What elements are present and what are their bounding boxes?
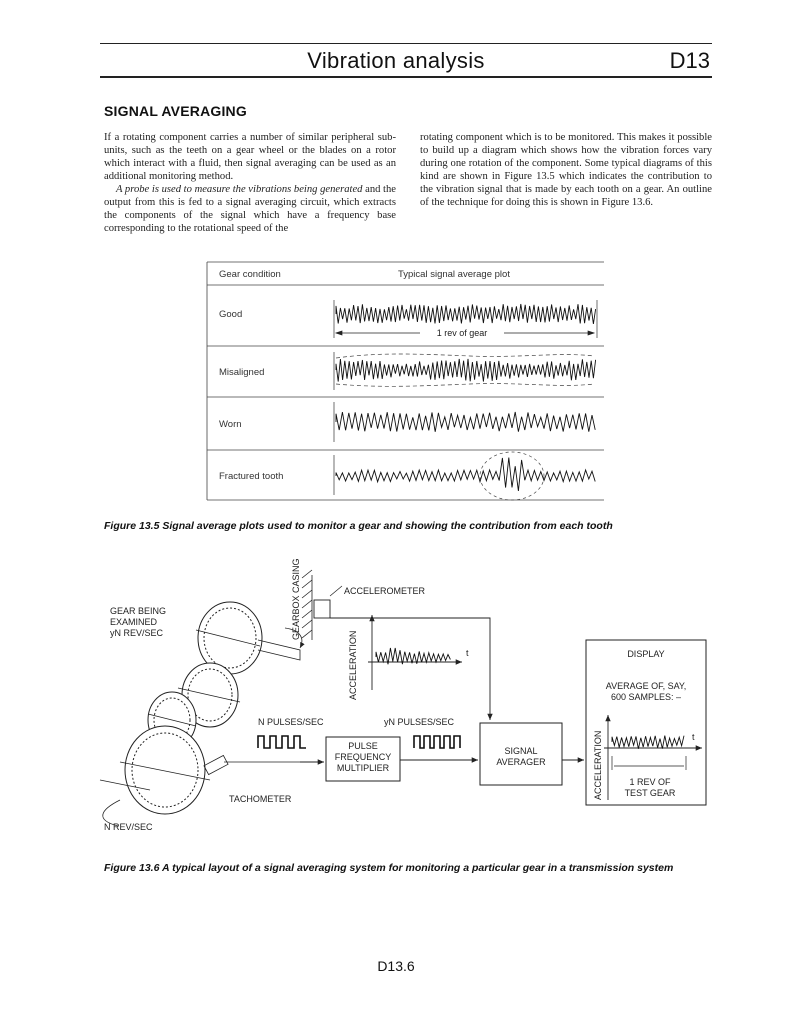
rev-of-label-2: TEST GEAR	[624, 788, 676, 798]
average-label-1: AVERAGE OF, SAY,	[605, 681, 687, 691]
n-rev-label: N REV/SEC	[104, 822, 153, 832]
pfm-label-3: MULTIPLIER	[336, 763, 390, 773]
gear-label-1: GEAR BEING	[110, 606, 167, 616]
row-label-fractured: Fractured tooth	[219, 471, 284, 482]
rev-label: 1 rev of gear	[436, 328, 488, 338]
pulse-train-yn	[414, 736, 460, 748]
n-pulses-label: N PULSES/SEC	[258, 717, 324, 727]
figure-13-5-caption: Figure 13.5 Signal average plots used to monitor a gear and showing the contribution from each tooth	[104, 520, 613, 532]
emphasis-text: A probe is used to measure the vibrations being generated	[116, 184, 363, 195]
pfm-label-1: PULSE	[348, 741, 378, 751]
shaft	[258, 640, 300, 660]
page-title: Vibration analysis	[307, 48, 485, 73]
row-label-misaligned: Misaligned	[219, 367, 265, 378]
display-label: DISPLAY	[627, 649, 665, 659]
row-label-good: Good	[219, 309, 243, 320]
figure-13-6-caption: Figure 13.6 A typical layout of a signal averaging system for monitoring a particular gear in a transmission system	[104, 862, 674, 874]
accel-axis-label: ACCELERATION	[348, 630, 358, 700]
time-label-display: t	[692, 732, 695, 742]
tachometer-label: TACHOMETER	[229, 794, 292, 804]
page-number: D13.6	[377, 958, 415, 974]
time-label: t	[466, 648, 469, 658]
gear-label-3: yN REV/SEC	[110, 628, 164, 638]
paragraph-text: and the output from this is fed to a signal averaging circuit, which extracts the components of the signal which have a frequency base corresponding to the rotational speed of the	[104, 184, 397, 234]
display-axis-label: ACCELERATION	[593, 730, 603, 800]
col-header-condition: Gear condition	[219, 269, 281, 280]
row-label-worn: Worn	[219, 419, 242, 430]
tachometer-probe	[204, 755, 228, 774]
col-header-plot: Typical signal average plot	[398, 269, 510, 280]
yn-pulses-label: yN PULSES/SEC	[384, 717, 455, 727]
paragraph: If a rotating component carries a number of similar peripheral sub-units, such as the teeth on a gear wheel or the blades on a rotor which interact with a fluid, then signal averaging can be used as an additional monitoring method.	[104, 132, 396, 182]
paragraph: rotating component which is to be monitored. This makes it possible to build up a diagram which shows how the vibration forces vary during one rotation of the component. Some typical diagrams of this kind are shown in Figure 13.5 which indicates the contribution to the vibration signal that is made by each tooth on a gear. An outline of the technique for doing this is shown in Figure 13.6.	[420, 132, 712, 208]
section-code: D13	[669, 48, 710, 73]
casing-label: GEARBOX CASING	[291, 558, 301, 640]
section-heading: SIGNAL AVERAGING	[104, 103, 247, 119]
sa-label-1: SIGNAL	[504, 746, 538, 756]
pfm-label-2: FREQUENCY	[334, 752, 392, 762]
rev-of-label-1: 1 REV OF	[629, 777, 671, 787]
accelerometer-sensor	[314, 600, 330, 618]
pulse-train-n	[258, 736, 306, 748]
sa-label-2: AVERAGER	[496, 757, 546, 767]
average-label-2: 600 SAMPLES: –	[610, 692, 682, 702]
accelerometer-label: ACCELEROMETER	[344, 586, 426, 596]
gear-label-2: EXAMINED	[110, 617, 158, 627]
